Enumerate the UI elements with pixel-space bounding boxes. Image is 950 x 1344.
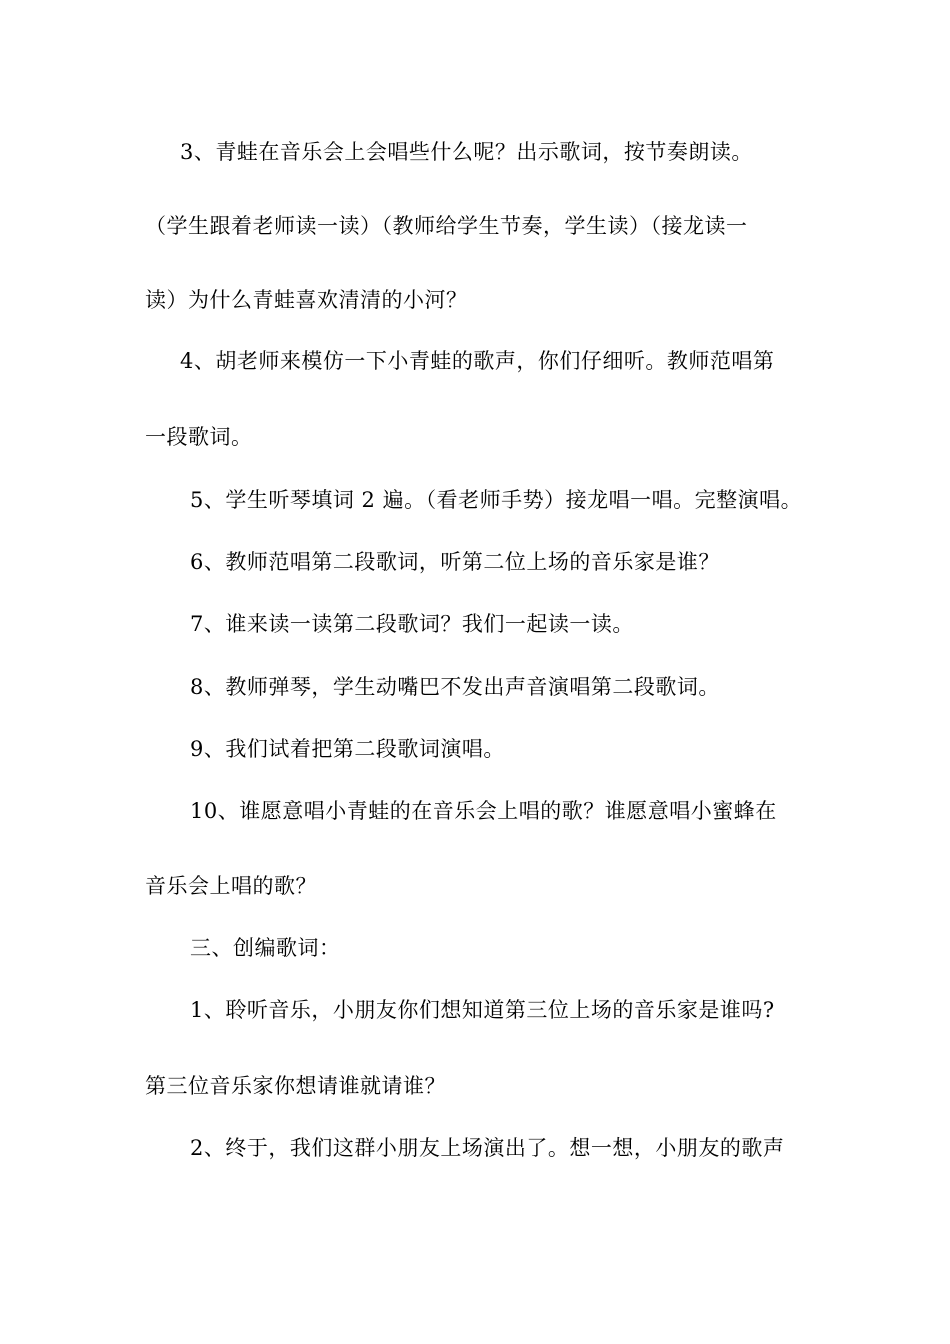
- text-line-step-7: 7、谁来读一读第二段歌词？我们一起读一读。: [190, 612, 634, 636]
- text-line-section-3-step-1: 1、聆听音乐，小朋友你们想知道第三位上场的音乐家是谁吗?: [190, 998, 775, 1022]
- text-line-step-3-cont-2: 读）为什么青蛙喜欢清清的小河？: [145, 288, 468, 312]
- text-line-step-8: 8、教师弹琴，学生动嘴巴不发出声音演唱第二段歌词。: [190, 675, 720, 699]
- text-line-section-3-step-1-cont: 第三位音乐家你想请谁就请谁？: [145, 1074, 446, 1098]
- section-heading-create-lyrics: 三、创编歌词：: [190, 936, 341, 960]
- text-line-step-3-cont-1: （学生跟着老师读一读）（教师给学生节奏，学生读）（接龙读一: [145, 214, 748, 238]
- text-line-section-3-step-2: 2、终于，我们这群小朋友上场演出了。想一想，小朋友的歌声: [190, 1136, 785, 1160]
- text-line-step-4-cont: 一段歌词。: [145, 425, 253, 449]
- text-line-step-10: 10、谁愿意唱小青蛙的在音乐会上唱的歌？谁愿意唱小蜜蜂在: [190, 799, 777, 823]
- text-line-step-5: 5、学生听琴填词 2 遍。（看老师手势）接龙唱一唱。完整演唱。: [190, 488, 803, 512]
- text-line-step-4: 4、胡老师来模仿一下小青蛙的歌声，你们仔细听。教师范唱第: [180, 349, 775, 373]
- text-line-step-9: 9、我们试着把第二段歌词演唱。: [190, 737, 505, 761]
- text-line-step-6: 6、教师范唱第二段歌词，听第二位上场的音乐家是谁？: [190, 550, 720, 574]
- text-line-step-10-cont: 音乐会上唱的歌？: [145, 874, 317, 898]
- text-line-step-3: 3、青蛙在音乐会上会唱些什么呢？出示歌词，按节奏朗读。: [180, 140, 753, 164]
